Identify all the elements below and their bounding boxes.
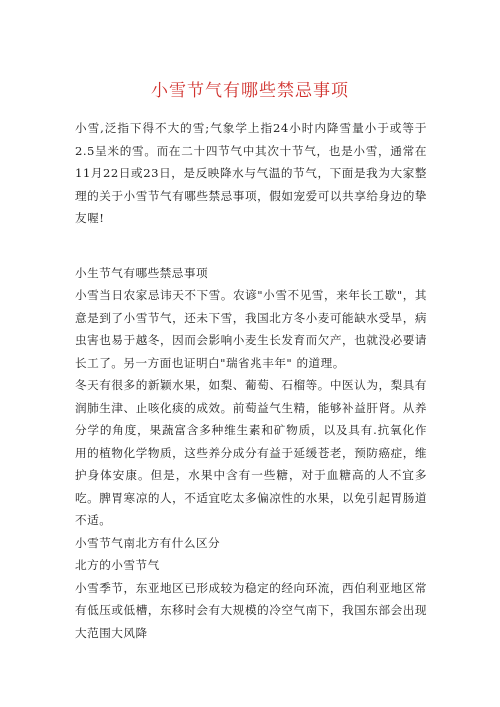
paragraph-north-climate: 小雪季节，东亚地区已形成较为稳定的经向环流，西伯利亚地区常有低压或低槽，东移时会有大规模的冷空气南下，我国东部会出现大范围大风降 (75, 580, 427, 640)
paragraph-winter-fruits: 冬天有很多的新颖水果，如梨、葡萄、石榴等。中医认为，梨具有润肺生津、止咳化痰的成效。前萄益气生精，能够补益肝肾。从养分学的角度，果蔬富含多种维生素和矿物质，以及具有.抗氧化作用的植物化学物质，这些养分成分有益于延缓苍老，预防癌症，维护身体安康。但是，水果中含有一些糖，对于血糖高的人不宜多吃。脾胃寒凉的人，不适宜吃太多偏凉性的水果，以免引起胃肠道不适。 (75, 378, 427, 527)
paragraph-snow-proverb: 小雪当日农家忌讳天不下雪。农谚"小雪不见雪，来年长工歇"，其意是到了小雪节气，还未下雪，我国北方冬小麦可能缺水受旱，病虫害也易于越冬，因而会影响小麦生长发育而欠产，也就没必要请长工了。另一方面也证明白"瑞省兆丰年" 的道理。 (75, 288, 427, 370)
section-heading-taboos: 小生节气有哪些禁忌事项 (75, 265, 209, 280)
intro-paragraph: 小雪,泛指下得不大的雪;气象学上指24小时内降雪量小于或等于2.5呈米的雪。而在二十四节气中其次十节气，也是小雪，通常在11月22日或23日，是反映降水与气温的节气，下面是我为大家整理的关于小雪节气有哪些禁忌事项，假如宠爱可以共享给身边的挚友喔! (75, 121, 427, 225)
section-heading-north: 北方的小雪节气 (75, 558, 160, 572)
page-title: 小雪节气有哪些禁忌事项 (151, 81, 349, 101)
document-body (75, 117, 427, 644)
spacer (75, 230, 427, 262)
section-heading-north-south: 小雪节气南北方有什么区分 (75, 535, 221, 550)
